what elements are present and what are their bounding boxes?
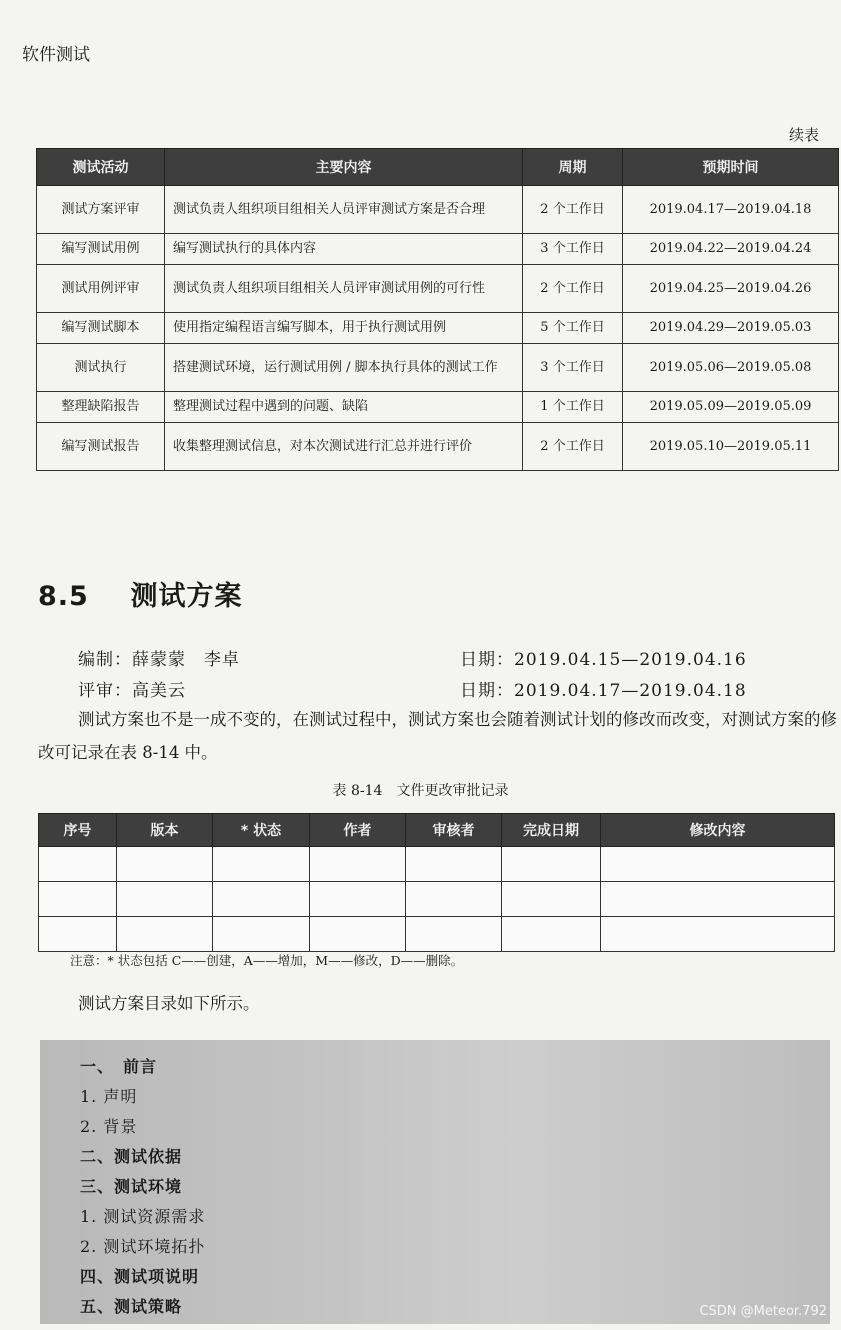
header-content: 主要内容 xyxy=(165,149,523,186)
header-completion-date: 完成日期 xyxy=(502,814,601,847)
activity-cell: 测试执行 xyxy=(37,344,165,392)
toc-item: 2. 测试环境拓扑 xyxy=(80,1237,206,1256)
toc-item: 四、测试项说明 xyxy=(80,1267,200,1286)
schedule-header-row xyxy=(37,149,839,186)
toc-item: 三、测试环境 xyxy=(80,1177,183,1196)
empty-cell xyxy=(39,882,117,917)
toc-box xyxy=(40,1040,830,1324)
header-period: 周期 xyxy=(523,149,623,186)
empty-cell xyxy=(213,882,310,917)
toc-intro: 测试方案目录如下所示。 xyxy=(78,994,260,1013)
empty-cell xyxy=(502,882,601,917)
activity-cell: 测试用例评审 xyxy=(37,265,165,313)
activity-cell: 编写测试报告 xyxy=(37,423,165,471)
content-cell: 收集整理测试信息，对本次测试进行汇总并进行评价 xyxy=(165,423,523,471)
table-caption: 表 8-14 文件更改审批记录 xyxy=(332,783,509,799)
header-modification: 修改内容 xyxy=(601,814,835,847)
time-cell: 2019.04.25—2019.04.26 xyxy=(623,265,839,313)
period-cell: 5 个工作日 xyxy=(523,313,623,344)
time-cell: 2019.05.09—2019.05.09 xyxy=(623,392,839,423)
content-cell: 整理测试过程中遇到的问题、缺陷 xyxy=(165,392,523,423)
toc-item: 一、 前言 xyxy=(80,1057,158,1076)
empty-cell xyxy=(310,882,406,917)
editor-date: 日期：2019.04.15—2019.04.16 xyxy=(460,650,747,670)
period-cell: 1 个工作日 xyxy=(523,392,623,423)
empty-cell xyxy=(213,917,310,952)
period-cell: 2 个工作日 xyxy=(523,265,623,313)
period-cell: 3 个工作日 xyxy=(523,344,623,392)
time-cell: 2019.04.29—2019.05.03 xyxy=(623,313,839,344)
content-cell: 搭建测试环境，运行测试用例 / 脚本执行具体的测试工作 xyxy=(165,344,523,392)
header-reviewer: 审核者 xyxy=(406,814,502,847)
table-row xyxy=(37,186,839,234)
empty-cell xyxy=(502,917,601,952)
period-cell: 3 个工作日 xyxy=(523,234,623,265)
table-note: 注意：* 状态包括 C——创建，A——增加，M——修改，D——删除。 xyxy=(70,953,464,968)
approval-table xyxy=(38,813,835,952)
toc-item: 1. 测试资源需求 xyxy=(80,1207,206,1226)
header-status: * 状态 xyxy=(213,814,310,847)
activity-cell: 测试方案评审 xyxy=(37,186,165,234)
header-serial: 序号 xyxy=(39,814,117,847)
activity-cell: 整理缺陷报告 xyxy=(37,392,165,423)
empty-cell xyxy=(310,917,406,952)
editor-line: 编制：薛蒙蒙 李卓 xyxy=(78,650,240,670)
content-cell: 使用指定编程语言编写脚本，用于执行测试用例 xyxy=(165,313,523,344)
content-cell: 编写测试执行的具体内容 xyxy=(165,234,523,265)
body-paragraph: 测试方案也不是一成不变的，在测试过程中，测试方案也会随着测试计划的修改而改变，对测试方案的修改可记录在表 8-14 中。 xyxy=(38,710,837,762)
section-title: 测试方案 xyxy=(130,581,243,612)
empty-cell xyxy=(117,882,213,917)
empty-cell xyxy=(117,847,213,882)
table-row xyxy=(39,882,835,917)
activity-cell: 编写测试脚本 xyxy=(37,313,165,344)
empty-cell xyxy=(406,847,502,882)
toc-item: 二、测试依据 xyxy=(80,1147,183,1166)
activity-cell: 编写测试用例 xyxy=(37,234,165,265)
running-head: 软件测试 xyxy=(22,45,90,65)
content-cell: 测试负责人组织项目组相关人员评审测试用例的可行性 xyxy=(165,265,523,313)
period-cell: 2 个工作日 xyxy=(523,186,623,234)
time-cell: 2019.04.22—2019.04.24 xyxy=(623,234,839,265)
header-author: 作者 xyxy=(310,814,406,847)
time-cell: 2019.05.10—2019.05.11 xyxy=(623,423,839,471)
watermark: CSDN @Meteor.792 xyxy=(699,1304,827,1319)
reviewer-line: 评审：高美云 xyxy=(78,681,186,701)
empty-cell xyxy=(406,917,502,952)
empty-cell xyxy=(406,882,502,917)
table-row xyxy=(37,392,839,423)
continued-label: 续表 xyxy=(788,126,819,144)
table-row xyxy=(39,847,835,882)
schedule-table xyxy=(36,148,839,471)
time-cell: 2019.04.17—2019.04.18 xyxy=(623,186,839,234)
header-time: 预期时间 xyxy=(623,149,839,186)
empty-cell xyxy=(213,847,310,882)
empty-cell xyxy=(39,917,117,952)
table-row xyxy=(37,265,839,313)
empty-cell xyxy=(601,917,835,952)
section-heading xyxy=(38,574,242,613)
empty-cell xyxy=(601,882,835,917)
approval-header-row xyxy=(39,814,835,847)
header-version: 版本 xyxy=(117,814,213,847)
content-cell: 测试负责人组织项目组相关人员评审测试方案是否合理 xyxy=(165,186,523,234)
toc-item: 五、测试策略 xyxy=(80,1297,183,1316)
empty-cell xyxy=(502,847,601,882)
time-cell: 2019.05.06—2019.05.08 xyxy=(623,344,839,392)
reviewer-date: 日期：2019.04.17—2019.04.18 xyxy=(460,681,747,701)
table-row xyxy=(39,917,835,952)
period-cell: 2 个工作日 xyxy=(523,423,623,471)
empty-cell xyxy=(117,917,213,952)
toc-item: 1. 声明 xyxy=(80,1087,138,1106)
empty-cell xyxy=(39,847,117,882)
table-row xyxy=(37,313,839,344)
header-activity: 测试活动 xyxy=(37,149,165,186)
empty-cell xyxy=(310,847,406,882)
empty-cell xyxy=(601,847,835,882)
section-number: 8.5 xyxy=(38,581,89,612)
table-row xyxy=(37,234,839,265)
table-row xyxy=(37,344,839,392)
toc-item: 2. 背景 xyxy=(80,1117,138,1136)
table-row xyxy=(37,423,839,471)
